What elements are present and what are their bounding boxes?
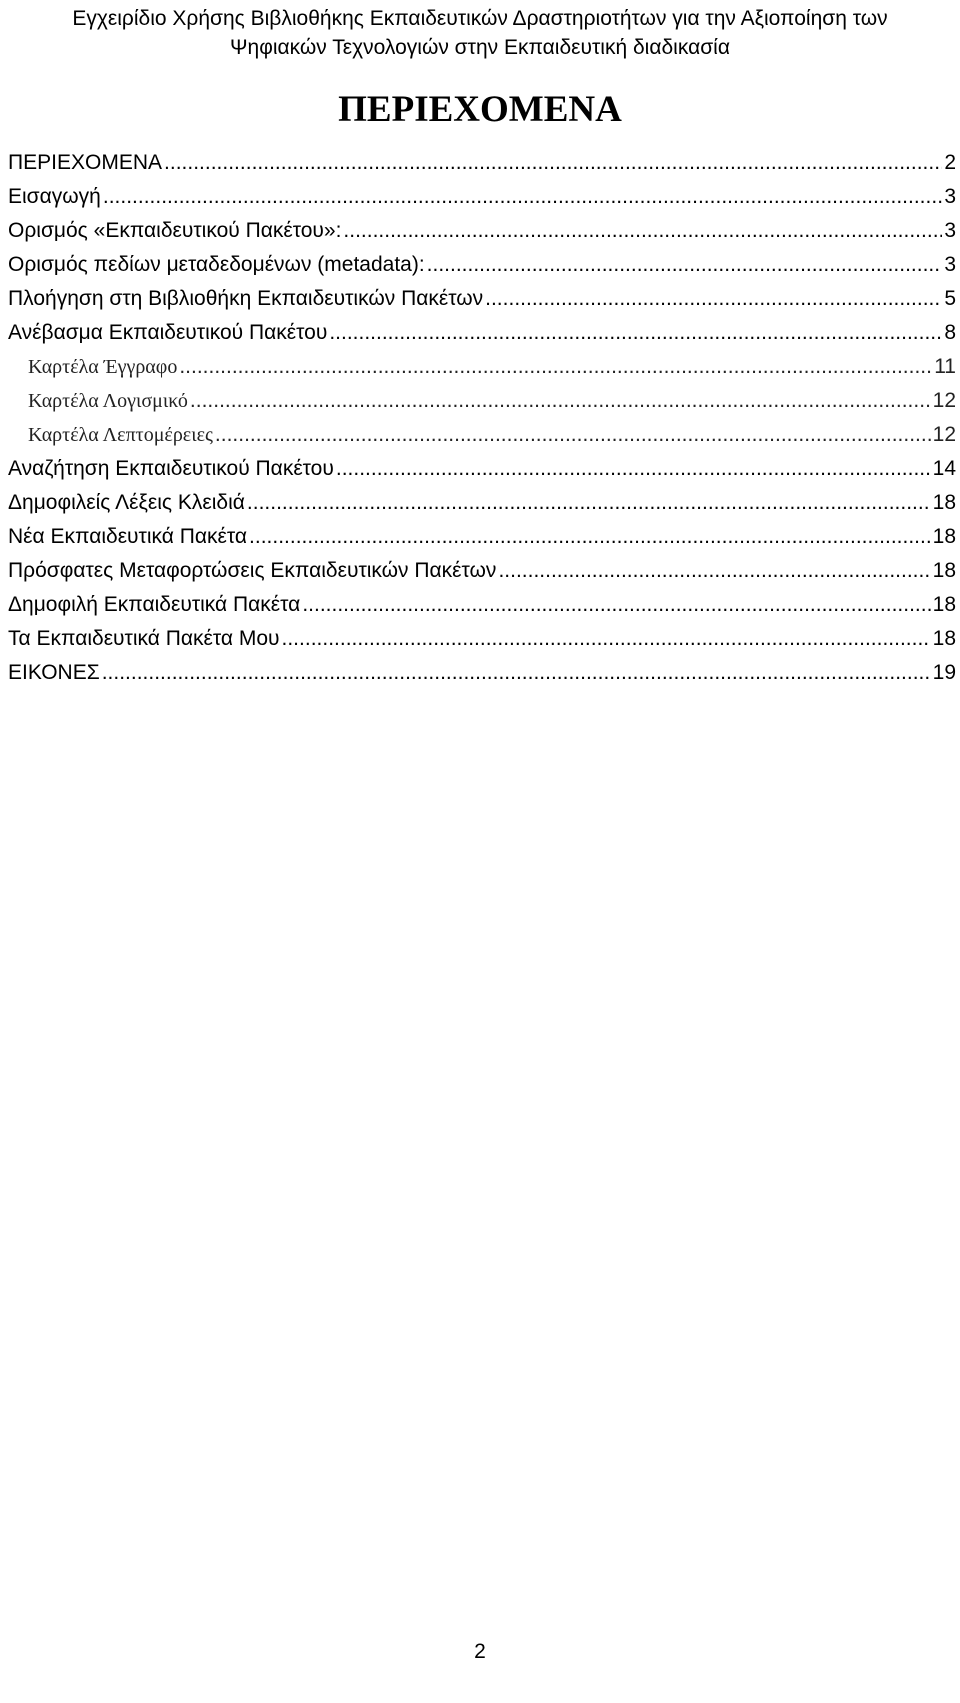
- toc-entry-page: 3: [944, 253, 956, 276]
- toc-entry-page: 3: [944, 219, 956, 242]
- toc-entry-text: Καρτέλα Έγγραφο: [28, 356, 178, 378]
- toc-leader-dots: [343, 214, 942, 248]
- toc-entry[interactable]: [8, 248, 956, 282]
- toc-entry-page: 2: [944, 151, 956, 174]
- toc-entry-text: ΠΕΡΙΕΧΟΜΕΝΑ: [8, 151, 163, 174]
- toc-leader-dots: [215, 418, 931, 452]
- toc-entry-text: Δημοφιλή Εκπαιδευτικά Πακέτα: [8, 593, 301, 616]
- toc-leader-dots: [249, 520, 931, 554]
- toc-entry-page: 12: [932, 389, 956, 412]
- header-line-2: Ψηφιακών Τεχνολογιών στην Εκπαιδευτική διαδικασία: [230, 36, 730, 59]
- toc-subentry[interactable]: [8, 384, 956, 418]
- toc-leader-dots: [302, 588, 930, 622]
- toc-entry-text: Ανέβασμα Εκπαιδευτικού Πακέτου: [8, 321, 328, 344]
- toc-entry[interactable]: [8, 146, 956, 180]
- toc-leader-dots: [498, 554, 930, 588]
- toc-entry-page: 18: [932, 559, 956, 582]
- toc-entry[interactable]: [8, 316, 956, 350]
- toc-entry-text: Πλοήγηση στη Βιβλιοθήκη Εκπαιδευτικών Πακέτων: [8, 287, 484, 310]
- toc-entry-text: ΕΙΚΟΝΕΣ: [8, 661, 100, 684]
- toc-entry-text: Δημοφιλείς Λέξεις Κλειδιά: [8, 491, 245, 514]
- toc-entry[interactable]: [8, 452, 956, 486]
- page-number: 2: [474, 1640, 486, 1663]
- toc-entry-page: 18: [932, 525, 956, 548]
- toc-leader-dots: [336, 452, 931, 486]
- toc-entry-page: 18: [932, 491, 956, 514]
- toc-entry-page: 3: [944, 185, 956, 208]
- toc-leader-dots: [485, 282, 942, 316]
- running-header: [0, 4, 960, 62]
- toc-entry-page: 18: [932, 593, 956, 616]
- toc-entry[interactable]: [8, 656, 956, 690]
- toc-entry-text: Αναζήτηση Εκπαιδευτικού Πακέτου: [8, 457, 334, 480]
- toc-leader-dots: [102, 656, 931, 690]
- toc-leader-dots: [247, 486, 931, 520]
- toc-leader-dots: [282, 622, 931, 656]
- page-title: ΠΕΡΙΕΧΟΜΕΝΑ: [338, 89, 622, 130]
- toc-entry-text: Ορισμός «Εκπαιδευτικού Πακέτου»:: [8, 219, 342, 242]
- toc-entry-text: Τα Εκπαιδευτικά Πακέτα Μου: [8, 627, 280, 650]
- toc-entry[interactable]: [8, 622, 956, 656]
- toc-subentry[interactable]: [8, 418, 956, 452]
- toc-leader-dots: [427, 248, 943, 282]
- toc-entry-text: Νέα Εκπαιδευτικά Πακέτα: [8, 525, 248, 548]
- toc-subentry[interactable]: [8, 350, 956, 384]
- toc-entry[interactable]: [8, 180, 956, 214]
- table-of-contents: [8, 146, 956, 690]
- toc-entry[interactable]: [8, 486, 956, 520]
- toc-entry[interactable]: [8, 520, 956, 554]
- toc-leader-dots: [329, 316, 942, 350]
- toc-entry-page: 8: [944, 321, 956, 344]
- toc-leader-dots: [190, 384, 931, 418]
- toc-entry-page: 18: [932, 627, 956, 650]
- toc-entry[interactable]: [8, 214, 956, 248]
- toc-entry-text: Εισαγωγή: [8, 185, 101, 208]
- toc-entry[interactable]: [8, 588, 956, 622]
- toc-entry-page: 19: [932, 661, 956, 684]
- toc-entry-page: 12: [932, 423, 956, 446]
- header-line-1: Εγχειρίδιο Χρήσης Βιβλιοθήκης Εκπαιδευτικών Δραστηριοτήτων για την Αξιοποίηση των: [72, 7, 888, 30]
- toc-entry-text: Καρτέλα Λεπτομέρειες: [28, 424, 213, 446]
- toc-entry[interactable]: [8, 554, 956, 588]
- toc-entry-page: 5: [944, 287, 956, 310]
- toc-entry-text: Καρτέλα Λογισμικό: [28, 390, 188, 412]
- toc-leader-dots: [103, 180, 942, 214]
- toc-entry[interactable]: [8, 282, 956, 316]
- toc-entry-text: Ορισμός πεδίων μεταδεδομένων (metadata):: [8, 253, 425, 276]
- toc-leader-dots: [179, 350, 932, 384]
- toc-entry-text: Πρόσφατες Μεταφορτώσεις Εκπαιδευτικών Πακέτων: [8, 559, 497, 582]
- toc-leader-dots: [164, 146, 942, 180]
- toc-entry-page: 14: [932, 457, 956, 480]
- toc-entry-page: 11: [934, 355, 956, 378]
